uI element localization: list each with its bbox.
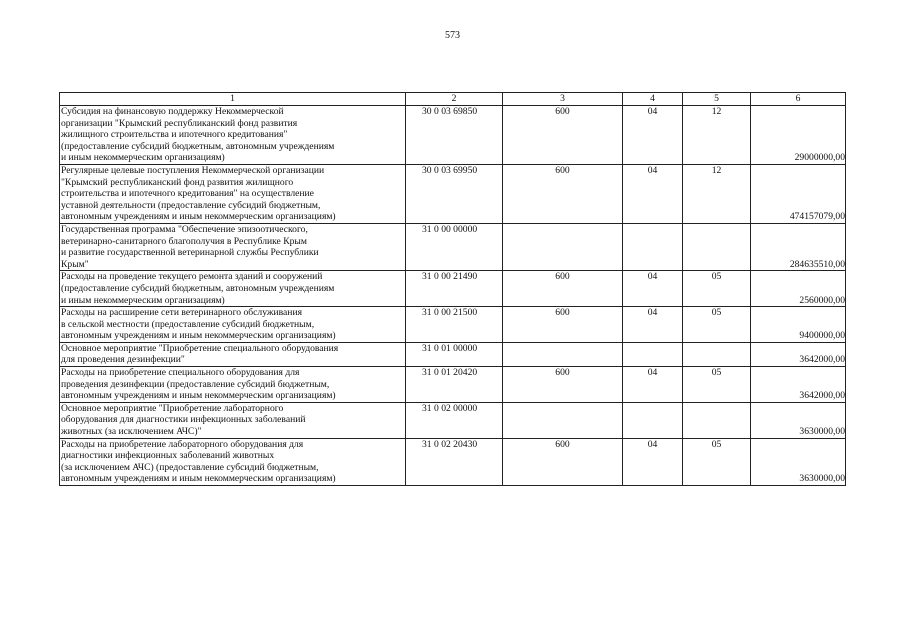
row-description: Расходы на приобретение лабораторного оборудования для диагностики инфекционных заболеваний животных (за исключением АЧС) (предоставление субсидий бюджетным, автономным учреждениям и иным некоммерческим организациям)	[60, 438, 406, 485]
row-amount: 3642000,00	[751, 342, 846, 366]
row-target-code: 31 0 02 20430	[406, 438, 503, 485]
header-cell: 1	[60, 93, 406, 106]
row-section: 04	[623, 307, 683, 343]
header-cell: 2	[406, 93, 503, 106]
row-target-code: 31 0 02 00000	[406, 402, 503, 438]
row-amount: 29000000,00	[751, 106, 846, 165]
row-description: Расходы на проведение текущего ремонта зданий и сооружений (предоставление субсидий бюджетным, автономным учреждениям и иным некоммерческим организациям)	[60, 271, 406, 307]
header-row	[60, 93, 846, 106]
row-section: 04	[623, 367, 683, 403]
row-section	[623, 342, 683, 366]
row-section: 04	[623, 106, 683, 165]
header-cell: 5	[683, 93, 751, 106]
row-expense-type: 600	[503, 307, 623, 343]
row-amount: 3642000,00	[751, 367, 846, 403]
row-target-code: 31 0 00 21500	[406, 307, 503, 343]
page-number: 573	[445, 30, 460, 41]
header-cell: 6	[751, 93, 846, 106]
table-row	[60, 367, 846, 403]
row-subsection: 05	[683, 367, 751, 403]
row-subsection	[683, 342, 751, 366]
row-expense-type: 600	[503, 271, 623, 307]
row-subsection: 05	[683, 271, 751, 307]
row-description: Основное мероприятие "Приобретение специального оборудования для проведения дезинфекции"	[60, 342, 406, 366]
table-row	[60, 223, 846, 270]
row-description: Основное мероприятие "Приобретение лабораторного оборудования для диагностики инфекционных заболеваний животных (за исключением АЧС)"	[60, 402, 406, 438]
header-cell: 4	[623, 93, 683, 106]
row-subsection: 05	[683, 438, 751, 485]
row-description: Государственная программа "Обеспечение эпизоотического, ветеринарно-санитарного благополучия в Республике Крым и развитие государственной ветеринарной службы Республики Крым"	[60, 223, 406, 270]
row-amount: 284635510,00	[751, 223, 846, 270]
row-expense-type: 600	[503, 438, 623, 485]
row-target-code: 31 0 00 00000	[406, 223, 503, 270]
row-section: 04	[623, 271, 683, 307]
row-section	[623, 402, 683, 438]
row-expense-type: 600	[503, 367, 623, 403]
row-amount: 474157079,00	[751, 164, 846, 223]
row-target-code: 31 0 01 20420	[406, 367, 503, 403]
row-description: Субсидия на финансовую поддержку Некоммерческой организации "Крымский республиканский фонд развития жилищного строительства и ипотечного кредитования" (предоставление субсидий бюджетным, автономным учреждениям и иным некоммерческим организациям)	[60, 106, 406, 165]
row-subsection: 12	[683, 164, 751, 223]
row-target-code: 31 0 00 21490	[406, 271, 503, 307]
row-subsection	[683, 223, 751, 270]
row-expense-type	[503, 223, 623, 270]
budget-table	[59, 92, 846, 486]
table-row	[60, 438, 846, 485]
row-amount: 2560000,00	[751, 271, 846, 307]
row-target-code: 30 0 03 69850	[406, 106, 503, 165]
row-expense-type: 600	[503, 164, 623, 223]
table-row	[60, 307, 846, 343]
row-expense-type	[503, 342, 623, 366]
table-row	[60, 164, 846, 223]
row-amount: 3630000,00	[751, 402, 846, 438]
row-section	[623, 223, 683, 270]
row-description: Регулярные целевые поступления Некоммерческой организации "Крымский республиканский фонд развития жилищного строительства и ипотечного кредитования" на осуществление уставной деятельности (предоставление субсидий бюджетным, автономным учреждениям и иным некоммерческим организациям)	[60, 164, 406, 223]
row-subsection: 05	[683, 307, 751, 343]
row-expense-type	[503, 402, 623, 438]
row-target-code: 31 0 01 00000	[406, 342, 503, 366]
row-section: 04	[623, 164, 683, 223]
row-section: 04	[623, 438, 683, 485]
row-expense-type: 600	[503, 106, 623, 165]
row-target-code: 30 0 03 69950	[406, 164, 503, 223]
row-description: Расходы на расширение сети ветеринарного обслуживания в сельской местности (предоставление субсидий бюджетным, автономным учреждениям и иным некоммерческим организациям)	[60, 307, 406, 343]
row-description: Расходы на приобретение специального оборудования для проведения дезинфекции (предоставление субсидий бюджетным, автономным учреждениям и иным некоммерческим организациям)	[60, 367, 406, 403]
header-cell: 3	[503, 93, 623, 106]
table-row	[60, 271, 846, 307]
table-row	[60, 342, 846, 366]
row-amount: 3630000,00	[751, 438, 846, 485]
row-subsection: 12	[683, 106, 751, 165]
row-subsection	[683, 402, 751, 438]
table-row	[60, 402, 846, 438]
table-row	[60, 106, 846, 165]
row-amount: 9400000,00	[751, 307, 846, 343]
